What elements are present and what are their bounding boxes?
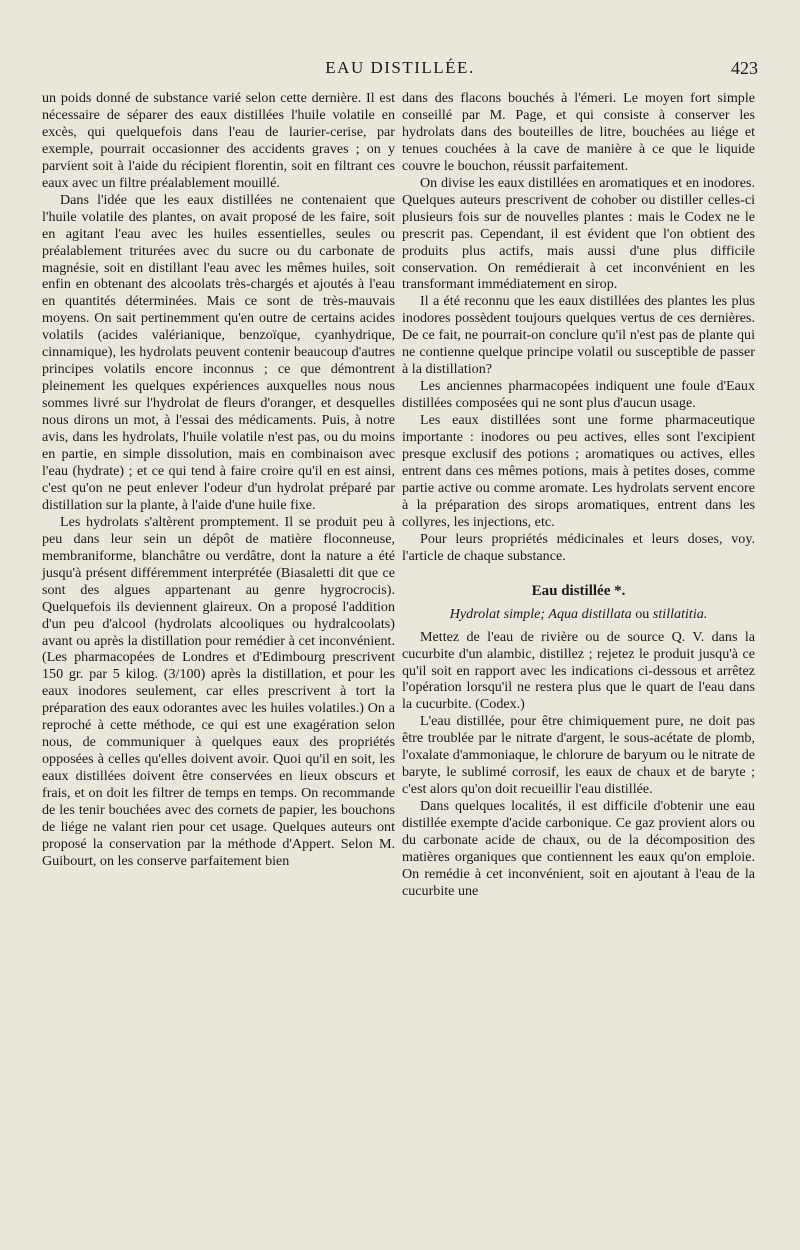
paragraph: Les eaux distillées sont une forme pharmaceutique importante : inodores ou peu actives, elles sont l'excipient presque exclusif des potions ; aromatiques ou actives, elles entrent dans ces mêmes potions, mais à petites doses, comme partie active ou comme aromate. Les hydrolats servent encore à la préparation des sirops aromatiques, entrent dans les collyres, les injections, etc.: [402, 412, 755, 530]
right-column: [402, 90, 755, 900]
paragraph: Les hydrolats s'altèrent promptement. Il se produit peu à peu dans leur sein un dépôt de matière floconneuse, membraniforme, blanchâtre ou verdâtre, dont la nature a été jusqu'à présent différemment interprétée (Biasaletti dit que ce sont des algues appartenant au genre hygrocrocis). Quelquefois ils deviennent glaireux. On a proposé l'addition d'un peu d'alcool (hydrolats alcooliques ou hydralcoolats) avant ou après la distillation pour remédier à cet inconvénient. (Les pharmacopées de Londres et d'Edimbourg prescrivent 150 gr. par 5 kilog. (3/100) après la distillation, et pour les eaux inodores seulement, car elles prescrivent à tort la préparation des eaux odorantes avec les huiles volatiles.) On a reproché à cette méthode, ce qui est une exagération selon nous, de communiquer à quelques eaux des propriétés opposées à celles qu'elles doivent avoir. Quoi qu'il en soit, les eaux distillées doivent être conservées en lieux obscurs et frais, et on doit les filtrer de temps en temps. On recommande de les tenir bouchées avec des cornets de papier, les bouchons de liége ne valant rien pour cet usage. Quelques auteurs ont proposé la conservation par la méthode d'Appert. Selon M. Guibourt, on les conserve parfaitement bien: [42, 513, 395, 869]
running-title: EAU DISTILLÉE.: [325, 58, 475, 77]
paragraph: Il a été reconnu que les eaux distillées des plantes les plus inodores possèdent toujours quelques vertus de ces dernières. De ce fait, ne pourrait-on conclure qu'il n'est pas de plante qui ne contienne quelque principe volatil ou susceptible de passer à la distillation?: [402, 293, 755, 378]
paragraph: Mettez de l'eau de rivière ou de source Q. V. dans la cucurbite d'un alambic, distillez ; rejetez le produit jusqu'à ce qu'il soit en rapport avec les indications ci-dessous et arrêtez l'opération lorsqu'il ne restera plus que le quart de l'eau dans la cucurbite. (Codex.): [402, 628, 755, 713]
paragraph: dans des flacons bouchés à l'émeri. Le moyen fort simple conseillé par M. Page, et qui consiste à conserver les hydrolats dans des bouteilles de litre, bouchées au liége et tenues couchées à la cave de manière à ce que le liquide couvre le bouchon, réussit parfaitement.: [402, 90, 755, 174]
synonym-conjunction: ou: [631, 605, 653, 622]
paragraph: Dans l'idée que les eaux distillées ne contenaient que l'huile volatile des plantes, on avait proposé de les faire, soit en agitant l'eau avec les huiles essentielles, seules ou préalablement triturées avec du sucre ou du carbonate de magnésie, soit en distillant l'eau avec les mêmes huiles, soit enfin en obtenant des alcoolats très-chargés et ajoutés à l'eau en quantités déterminées. Mais ce sont de très-mauvais moyens. On sait pertinemment qu'en outre de certains acides volatils (acides valérianique, benzoïque, cyanhydrique, cinnamique), les hydrolats peuvent contenir beaucoup d'autres principes volatils encore inconnus ; ce que démontrent pleinement les quelques expériences auxquelles nous nous sommes livré sur l'hydrolat de fleurs d'oranger, et desquelles nous dirons un mot, à l'essai des médicaments. Puis, à notre avis, dans les hydrolats, l'huile volatile n'est pas, ou du moins en partie, en simple dissolution, mais en combinaison avec l'eau (hydrate) ; et ce qui tend à faire croire qu'il en est ainsi, c'est qu'on ne peut enlever l'odeur d'un hydrolat préparé par distillation sur la plante, à l'aide d'une huile fixe.: [42, 191, 395, 513]
section-heading: Eau distillée *.: [531, 582, 626, 599]
paragraph: un poids donné de substance varié selon cette dernière. Il est nécessaire de séparer des eaux distillées l'huile volatile en excès, qui quelquefois dans l'eau de laurier-cerise, par exemple, pourrait occasionner des accidents graves ; on y parvient soit à l'aide du récipient florentin, soit en filtrant ces eaux avec un filtre préalablement mouillé.: [42, 90, 395, 191]
paragraph: L'eau distillée, pour être chimiquement pure, ne doit pas être troublée par le nitrate d'argent, le sous-acétate de plomb, l'oxalate d'ammoniaque, le chlorure de baryum ou le nitrate de baryte, le sublimé corrosif, les eaux de chaux et de baryte ; c'est alors qu'on doit recueillir l'eau distillée.: [402, 713, 755, 798]
paragraph: Dans quelques localités, il est difficile d'obtenir une eau distillée exempte d'acide carbonique. Ce gaz provient alors ou du carbonate acide de chaux, ou de la décomposition des matières organiques que contiennent les eaux qu'on emploie. On remédie à cet inconvénient, soit en ajoutant à l'eau de la cucurbite une: [402, 798, 755, 899]
page-number: 423: [731, 58, 758, 78]
synonym-secondary: stillatitia.: [652, 605, 708, 622]
paragraph: Les anciennes pharmacopées indiquent une foule d'Eaux distillées composées qui ne sont plus d'aucun usage.: [402, 378, 755, 412]
paragraph: Pour leurs propriétés médicinales et leurs doses, voy. l'article de chaque substance.: [402, 530, 755, 564]
paragraph: On divise les eaux distillées en aromatiques et en inodores. Quelques auteurs prescrivent de cohober ou distiller celles-ci plusieurs fois sur de nouvelles plantes : mais le Codex ne le prescrit pas. Cependant, il est évident que l'on obtient des produits plus actifs, mais aussi d'une plus difficile conservation. On remédierait à cet inconvénient en les transformant immédiatement en sirop.: [402, 174, 755, 293]
left-column: [42, 90, 395, 870]
section-synonyms: [402, 606, 755, 623]
page-header: [40, 58, 760, 82]
synonym-primary: Hydrolat simple; Aqua distillata: [449, 605, 632, 622]
